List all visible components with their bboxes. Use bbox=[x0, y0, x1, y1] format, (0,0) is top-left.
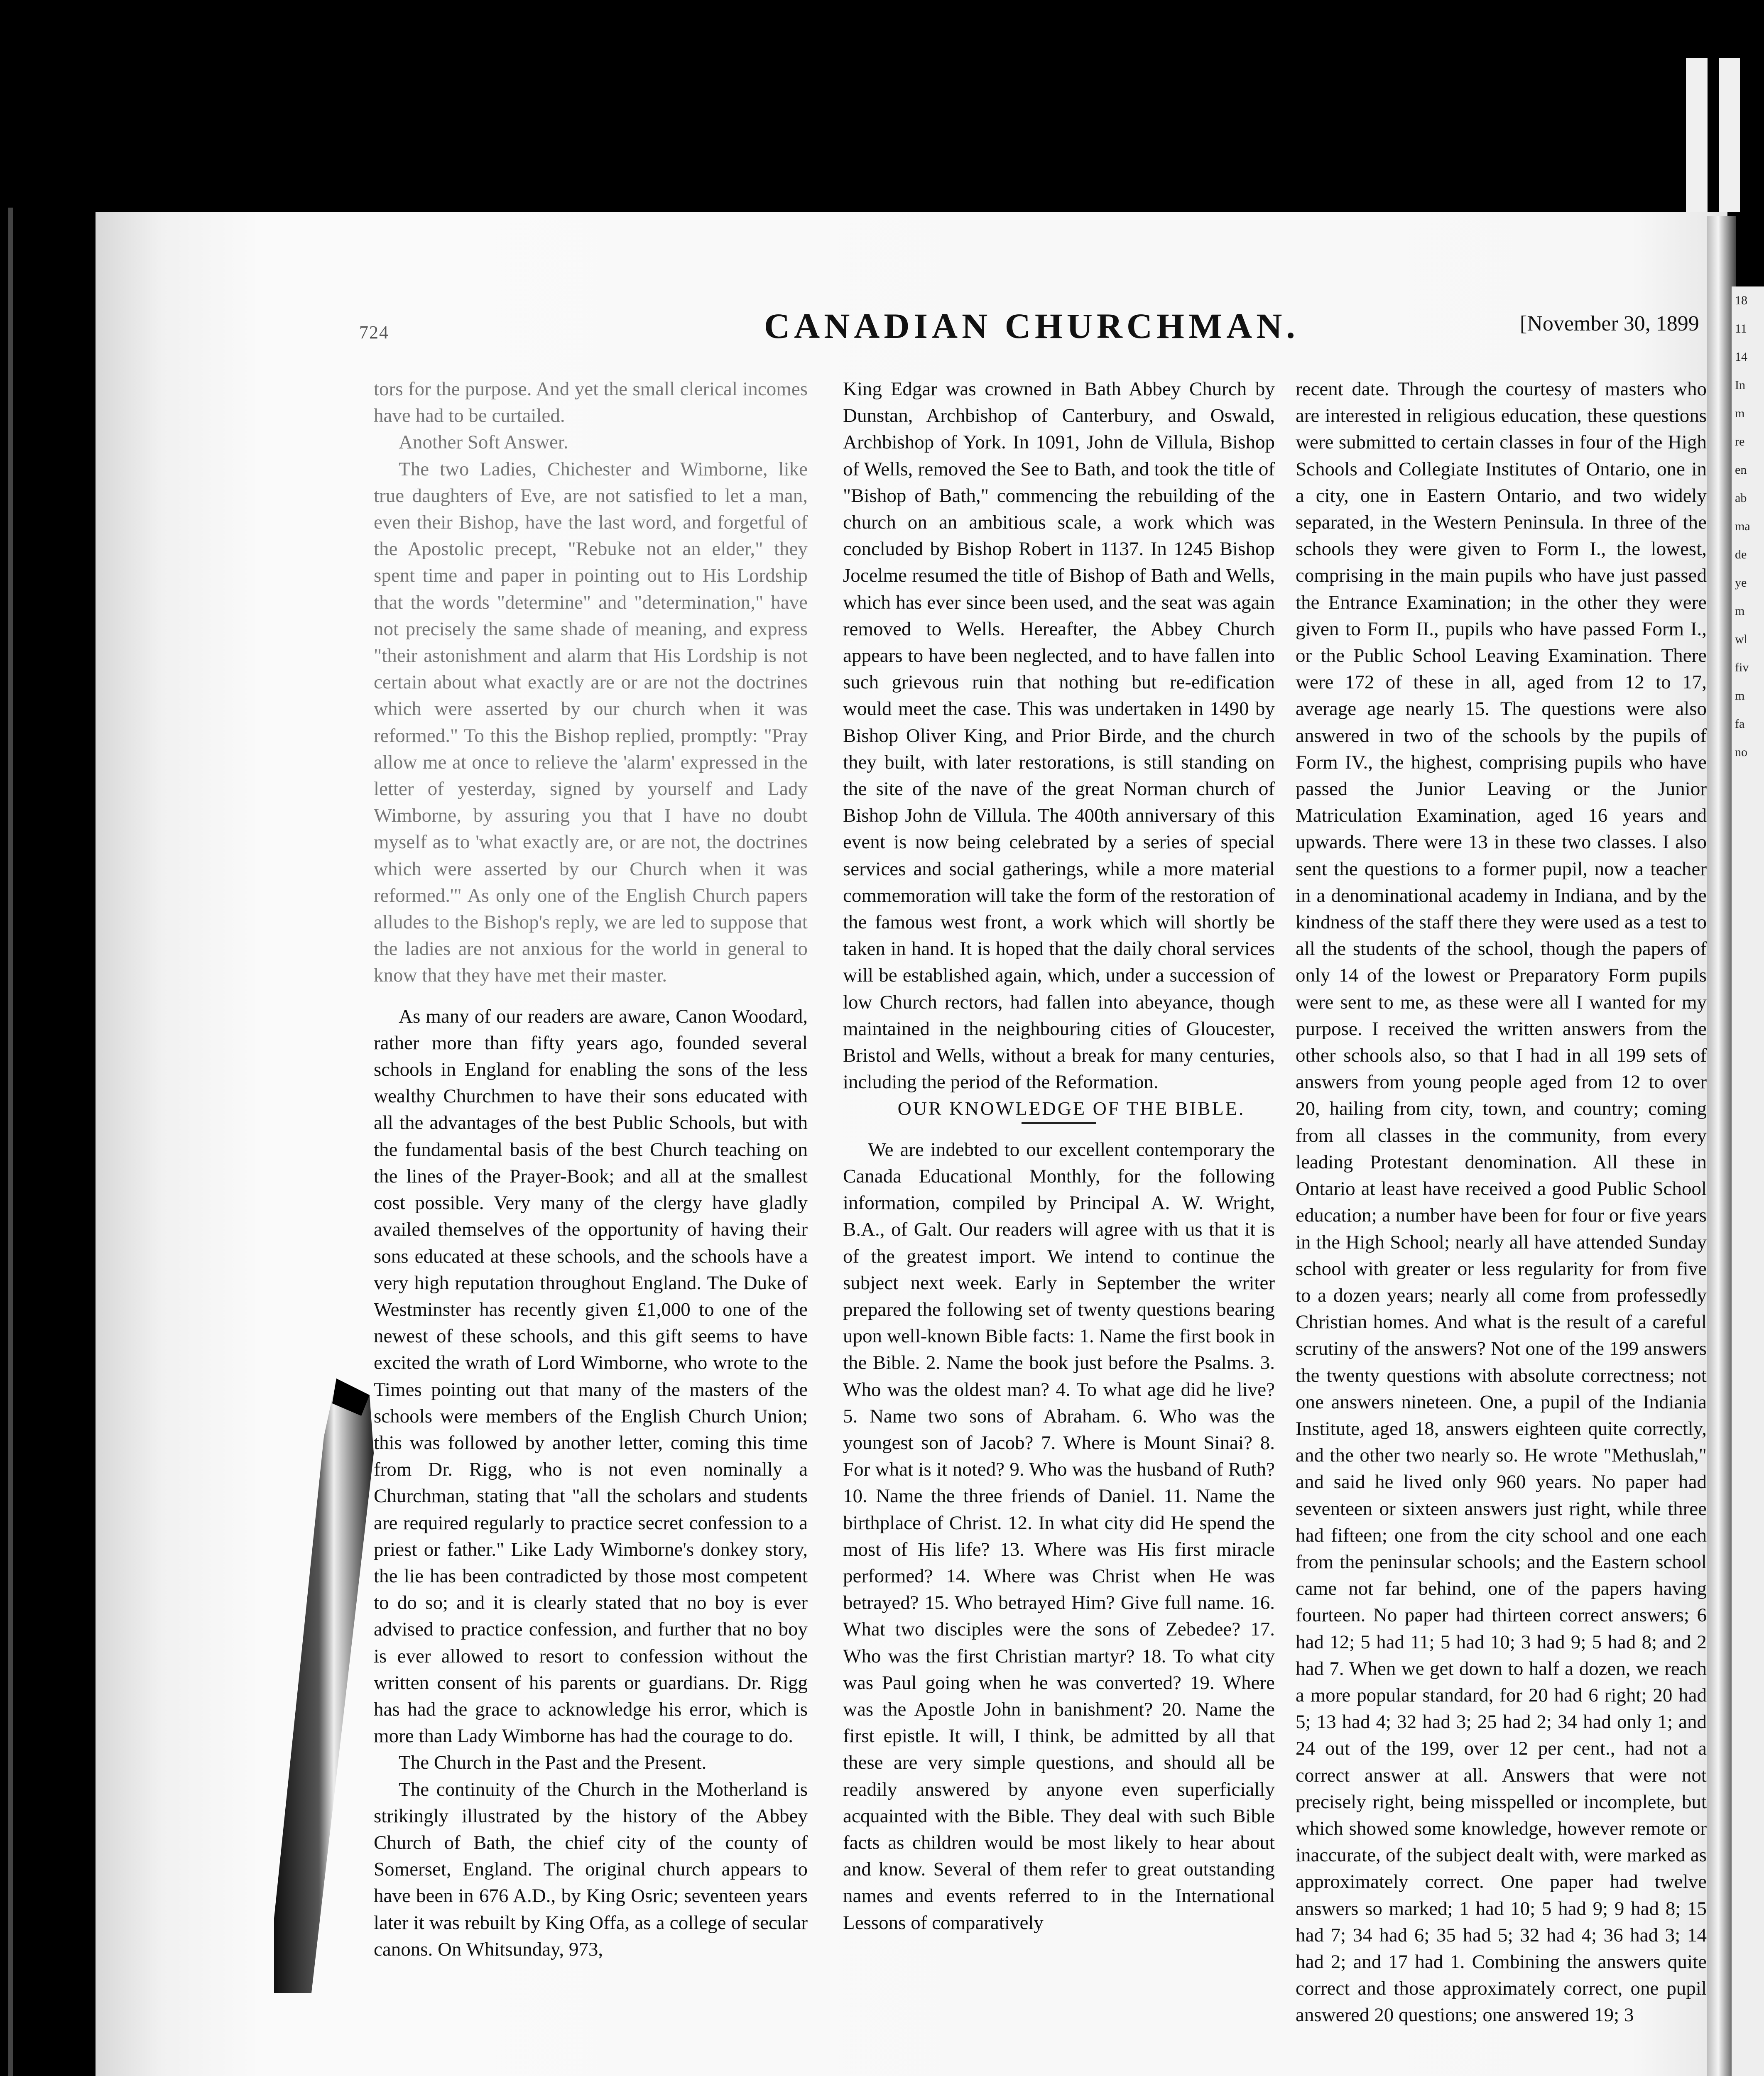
edge-fragment: m bbox=[1735, 604, 1745, 618]
edge-fragment: 14 bbox=[1735, 350, 1747, 364]
section-heading: OUR KNOWLEDGE OF THE BIBLE. bbox=[897, 1098, 1245, 1119]
edge-fragment: fa bbox=[1735, 717, 1745, 731]
edge-fragment: ye bbox=[1735, 576, 1747, 590]
film-mark-top-right bbox=[1719, 58, 1740, 212]
paragraph: As many of our readers are aware, Canon Woodard, rather more than fifty years ago, founded several schools in England for enabling the sons of the less wealthy Churchmen to have their sons educated with all the advantages of the best Public Schools, but with the fundamental basis of the best Church teaching on the lines of the Prayer-Book; and all at the smallest cost possible. Very many of the clergy have gladly availed themselves of the opportunity of having their sons educated at these schools, and the schools have a very high reputation throughout England. The Duke of Westminster has recently given £1,000 to one of the newest of these schools, and this gift seems to have excited the wrath of Lord Wimborne, who wrote to the Times pointing out that many of the masters of the schools were members of the English Church Union; this was followed by another letter, coming this time from Dr. Rigg, who is not even nominally a Churchman, stating that "all the scholars and students are required regularly to practice secret confession to a priest or father." Like Lady Wimborne's donkey story, the lie has been contradicted by those most competent to do so; and it is clearly stated that no boy is ever advised to practice confession, and further that no boy is ever allowed to resort to confession without the written consent of his parents or guardians. Dr. Rigg has had the grace to acknowledge his error, which is more than Lady Wimborne has had the courage to do. bbox=[374, 1005, 808, 1747]
edge-fragment: ab bbox=[1735, 491, 1747, 505]
subheading-church-past-present: The Church in the Past and the Present. bbox=[399, 1752, 707, 1774]
edge-fragment: m bbox=[1735, 406, 1745, 420]
edge-fragment: en bbox=[1735, 463, 1747, 477]
paragraph: King Edgar was crowned in Bath Abbey Church by Dunstan, Archbishop of Canterbury, and Oswald, Archbishop of York. In 1091, John de Villula, Bishop of Wells, removed the See to Bath, and took the title of "Bishop of Bath," commencing the rebuilding of the church on an ambitious scale, a work which was concluded by Bishop Robert in 1137. In 1245 Bishop Jocelme resumed the title of Bishop of Bath and Wells, which has ever since been used, and the seat was again removed to Wells. Hereafter, the Abbey Church appears to have been neglected, and to have fallen into such grievous ruin that nothing but re-edification would meet the case. This was undertaken in 1490 by Bishop Oliver King, and Prior Birde, and the church they built, with later restorations, is still standing on the site of the nave of the great Norman church of Bishop John de Villula. The 400th anniversary of this event is now being celebrated by a series of special services and social gatherings, while a more material commemoration will take the form of the restoration of the famous west front, a work which will shortly be taken in hand. It is hoped that the daily choral services will be established again, which, under a succession of low Church rectors, had fallen into abeyance, though maintained in the neighbouring cities of Gloucester, Bristol and Wells, without a break for many centuries, including the period of the Reformation. bbox=[843, 378, 1275, 1093]
edge-fragment: wl bbox=[1735, 632, 1747, 646]
masthead-title: CANADIAN CHURCHMAN. bbox=[764, 306, 1299, 346]
paragraph: tors for the purpose. And yet the small clerical incomes have had to be curtailed. bbox=[374, 378, 808, 427]
edge-fragment: de bbox=[1735, 548, 1747, 561]
issue-date: [November 30, 1899 bbox=[1520, 312, 1699, 335]
edge-fragment: fiv bbox=[1735, 661, 1749, 674]
edge-fragment: 11 bbox=[1735, 322, 1747, 335]
edge-fragment: ma bbox=[1735, 519, 1750, 533]
pen-tip-image bbox=[274, 1378, 390, 1993]
adjacent-page-edge bbox=[1732, 286, 1764, 2076]
paragraph: We are indebted to our excellent contemporary the Canada Educational Monthly, for the following information, compiled by Principal A. W. Wright, B.A., of Galt. Our readers will agree with us that it is of the greatest import. We intend to continue the subject next week. Early in September the writer prepared the following set of twenty questions bearing upon well-known Bible facts: 1. Name the first book in the Bible. 2. Name the book just before the Psalms. 3. Who was the oldest man? 4. To what age did he live? 5. Name two sons of Abraham. 6. Who was the youngest son of Jacob? 7. Where is Mount Sinai? 8. For what is it noted? 9. Who was the husband of Ruth? 10. Name the three friends of Daniel. 11. Name the birthplace of Christ. 12. In what city did He spend the most of His life? 13. Where was His first miracle performed? 14. Where was Christ when He was betrayed? 15. Who betrayed Him? Give full name. 16. What two disciples were the sons of Zebedee? 17. Who was the first Christian martyr? 18. To what city was Paul going when he was converted? 19. Where was the Apostle John in banishment? 20. Name the first epistle. It will, I think, be admitted by all that these are very simple questions, and should all be readily answered by anyone even superficially acquainted with the Bible. They deal with such Bible facts as children would be most likely to hear about and know. Several of them refer to great outstanding names and events referred to in the International Lessons of comparatively bbox=[843, 1138, 1275, 1934]
subheading-soft-answer: Another Soft Answer. bbox=[399, 431, 568, 453]
section-rule bbox=[1022, 1122, 1096, 1124]
edge-fragment: 18 bbox=[1735, 294, 1747, 307]
edge-fragment: m bbox=[1735, 689, 1745, 703]
column-left bbox=[374, 376, 808, 1963]
column-right bbox=[1296, 376, 1707, 2029]
film-mark-top-left bbox=[1686, 58, 1708, 212]
paragraph: The continuity of the Church in the Motherland is strikingly illustrated by the history of the Abbey Church of Bath, the chief city of the county of Somerset, England. The original church appears to have been in 676 A.D., by King Osric; seventeen years later it was rebuilt by King Offa, as a college of secular canons. On Whitsunday, 973, bbox=[374, 1778, 808, 1960]
edge-fragment: re bbox=[1735, 435, 1745, 448]
edge-fragment: no bbox=[1735, 745, 1747, 759]
edge-fragment: In bbox=[1735, 378, 1745, 392]
paragraph: The two Ladies, Chichester and Wimborne, like true daughters of Eve, are not satisfied to let a man, even their Bishop, have the last word, and forgetful of the Apostolic precept, "Rebuke not an elder," they spent time and paper in pointing out to His Lordship that the words "determine" and "determination," have not precisely the same shade of meaning, and express "their astonishment and alarm that His Lordship is not certain about what exactly are or are not the doctrines which were asserted by our church when it was reformed." To this the Bishop replied, promptly: "Pray allow me at once to relieve the 'alarm' expressed in the letter of yesterday, signed by yourself and Lady Wimborne, by assuring you that I have no doubt myself as to 'what exactly are, or are not, the doctrines which were asserted by our Church when it was reformed.'" As only one of the English Church papers alludes to the Bishop's reply, we are led to suppose that the ladies are not anxious for the world in general to know that they have met their master. bbox=[374, 458, 808, 987]
film-edge bbox=[8, 208, 13, 2076]
paragraph: recent date. Through the courtesy of masters who are interested in religious education, these questions were submitted to certain classes in four of the High Schools and Collegiate Institutes of Ontario, one in a city, one in Eastern Ontario, and two widely separated, in the Western Peninsula. In three of the schools they were given to Form I., the lowest, comprising in the main pupils who have just passed the Entrance Examination; in the other they were given to Form II., pupils who have passed Form I., or the Public School Leaving Examination. There were 172 of these in all, aged from 12 to 17, average age nearly 15. The questions were also answered in two of the schools by the pupils of Form IV., the highest, comprising pupils who have passed the Junior Leaving or the Junior Matriculation Examination, aged 16 years and upwards. There were 13 in these two classes. I also sent the questions to a former pupil, now a teacher in a denominational academy in Indiana, and by the kindness of the staff there they were used as a test to all the students of the school, though the papers of only 14 of the lowest or Preparatory Form pupils were sent to me, as these were all I wanted for my purpose. I received the written answers from the other schools also, so that I had in all 199 sets of answers from young people aged from 12 to over 20, hailing from city, town, and country; coming from all classes in the community, from every leading Protestant denomination. All these in Ontario at least have received a good Public School education; a number have been for four or five years in the High School; nearly all have attended Sunday school with greater or less regularity for from five to a dozen years; nearly all come from professedly Christian homes. And what is the result of a careful scrutiny of the answers? Not one of the 199 answers the twenty questions with absolute correctness; not one answers nineteen. One, a pupil of the Indiania Institute, aged 18, answers eighteen quite correctly, and the other two nearly so. He wrote "Methuslah," and said he lived only 960 years. No paper had seventeen or sixteen answers just right, while three had fifteen; one from the city school and one each from the peninsular schools; and the Eastern school came not far behind, one of the papers having fourteen. No paper had thirteen correct answers; 6 had 12; 5 had 11; 5 had 10; 3 had 9; 5 had 8; and 2 had 7. When we get down to half a dozen, we reach a more popular standard, for 20 had 6 right; 20 had 5; 13 had 4; 32 had 3; 25 had 2; 34 had only 1; and 24 out of the 199, over 12 per cent., had not a correct answer at all. Answers that were not precisely right, being misspelled or incomplete, but which showed some knowledge, however remote or inaccurate, of the subject dealt with, were marked as approximately correct. One paper had twelve answers so marked; 1 had 10; 5 had 9; 9 had 8; 15 had 7; 34 had 6; 35 had 5; 32 had 4; 36 had 3; 14 had 2; and 17 had 1. Combining the answers quite correct and those approximately correct, one pupil answered 20 questions; one answered 19; 3 bbox=[1296, 378, 1707, 2026]
column-middle bbox=[843, 376, 1275, 1936]
page-number: 724 bbox=[359, 322, 389, 343]
